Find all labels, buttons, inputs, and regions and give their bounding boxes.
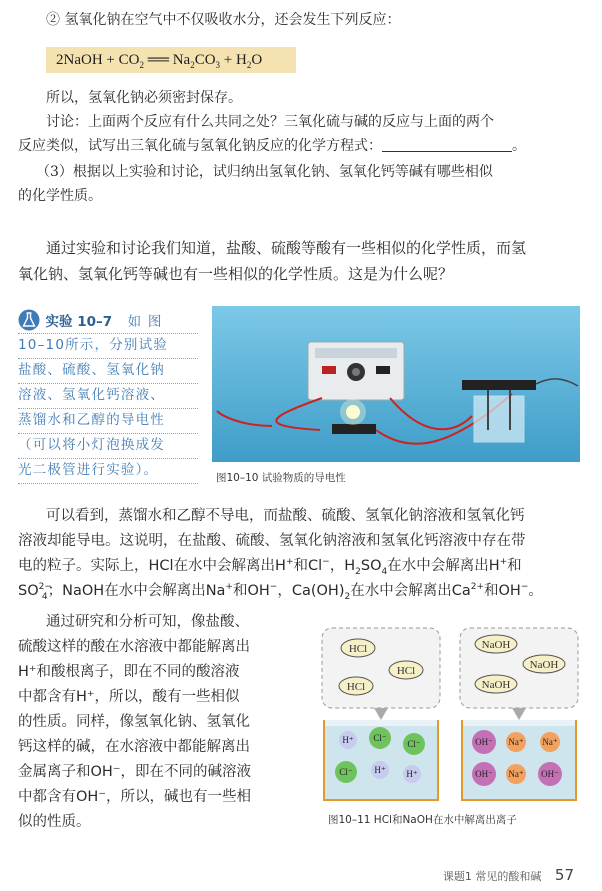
hcl-label: HCl xyxy=(346,681,366,693)
svg-text:Cl⁻: Cl⁻ xyxy=(339,767,353,777)
observation-line-4: $SO^{2-}_4$；NaOH在水中会解离出Na+和OH−，$Ca(OH)_2$在水中会解离出$Ca^{2+}$和OH−。 xyxy=(18,582,543,602)
hcl-label: HCl xyxy=(396,665,416,677)
svg-text:H⁺: H⁺ xyxy=(342,735,354,745)
experiment-line: 盐酸、硫酸、氢氧化钠 xyxy=(18,359,198,384)
flask-icon xyxy=(18,309,40,331)
svg-text:Cl⁻: Cl⁻ xyxy=(407,739,421,749)
observation-line-1: 可以看到，蒸馏水和乙醇不导电，而盐酸、硫酸、氢氧化钠溶液和氢氧化钙 xyxy=(46,508,525,524)
discussion-line-1: 讨论：上面两个反应有什么共同之处？三氧化硫与碱的反应与上面的两个 xyxy=(46,114,494,130)
experiment-line: 蒸馏水和乙醇的导电性 xyxy=(18,409,198,434)
svg-text:Cl⁻: Cl⁻ xyxy=(373,733,387,743)
svg-text:OH⁻: OH⁻ xyxy=(475,737,493,747)
chemical-equation: 2NaOH + $CO_2$ ══ $Na_2CO_3 + H_2O$ xyxy=(46,47,296,73)
svg-text:H⁺: H⁺ xyxy=(374,765,386,775)
discussion-line-2: 反应类似，试写出三氧化硫与氢氧化钠反应的化学方程式： 。 xyxy=(18,138,526,154)
naoh-label: NaOH xyxy=(529,659,559,671)
analysis-paragraph-body: 硫酸这样的酸在水溶液中都能解离出 H⁺和酸根离子，即在不同的酸溶液 中都含有H⁺，所以，酸有一些相似 的性质。同样，像氢氧化钠、氢氧化 钙这样的碱，在水溶液中都能解离出 金属离子和OH⁻，即在不同的碱溶液 中都含有OH⁻，所以，碱也有一些相 似的性质。 xyxy=(18,639,251,830)
answer-blank[interactable] xyxy=(382,137,512,152)
page-number: 57 xyxy=(554,866,574,884)
svg-text:OH⁻: OH⁻ xyxy=(541,769,559,779)
ion-diagram xyxy=(316,626,584,804)
svg-text:Na⁺: Na⁺ xyxy=(542,737,558,747)
figure-10-11-caption: 图10–11 HCl和NaOH在水中解离出离子 xyxy=(328,814,517,826)
svg-text:Na⁺: Na⁺ xyxy=(508,737,524,747)
svg-text:Na⁺: Na⁺ xyxy=(508,769,524,779)
item-3-line-1: （3）根据以上实验和讨论，试归纳出氢氧化钠、氢氧化钙等碱有哪些相似 xyxy=(36,164,493,180)
observation-line-2: 溶液却能导电。这说明，在盐酸、硫酸、氢氧化钠溶液和氢氧化钙溶液中存在带 xyxy=(18,533,526,549)
observation-line-3: 电的粒子。实际上，HCl在水中会解离出H+和Cl−，$H_2SO_4$在水中会解离出H+和 xyxy=(18,557,522,577)
intro-line-2: 氧化钠、氢氧化钙等碱也有一些相似的化学性质。这是为什么呢？ xyxy=(18,265,454,283)
figure-10-10-caption: 图10–10 试验物质的导电性 xyxy=(216,472,346,484)
experiment-line: 溶液、氢氧化钙溶液、 xyxy=(18,384,198,409)
svg-text:OH⁻: OH⁻ xyxy=(475,769,493,779)
experiment-line: 光二极管进行实验）。 xyxy=(18,459,198,484)
intro-line-1: 通过实验和讨论我们知道，盐酸、硫酸等酸有一些相似的化学性质，而氢 xyxy=(46,239,527,257)
experiment-title-line: 实验 10–7 如 图 xyxy=(18,309,198,334)
experiment-box xyxy=(18,309,198,484)
item-2-text: ② 氢氧化钠在空气中不仅吸收水分，还会发生下列反应： xyxy=(46,12,401,28)
experiment-title: 实验 10–7 xyxy=(45,314,113,330)
page-footer xyxy=(443,866,574,884)
analysis-paragraph: 通过研究和分析可知，像盐酸、 xyxy=(46,614,249,630)
experiment-line: 10–10所示，分别试验 xyxy=(18,334,198,359)
item-3-line-2: 的化学性质。 xyxy=(18,188,102,204)
conductivity-photo xyxy=(212,306,580,462)
naoh-label: NaOH xyxy=(481,639,511,651)
naoh-label: NaOH xyxy=(481,679,511,691)
svg-text:H⁺: H⁺ xyxy=(406,769,418,779)
conclusion-text: 所以，氢氧化钠必须密封保存。 xyxy=(46,90,242,106)
chapter-label: 课题1 常见的酸和碱 xyxy=(442,870,542,883)
hcl-label: HCl xyxy=(348,643,368,655)
experiment-line: （可以将小灯泡换成发 xyxy=(18,434,198,459)
